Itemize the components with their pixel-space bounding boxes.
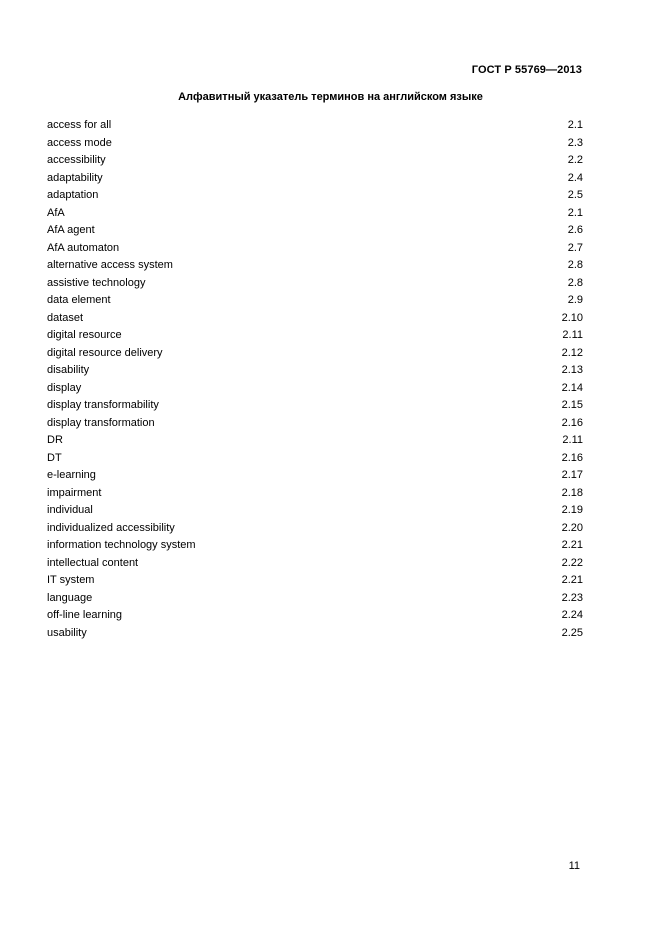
index-reference: 2.14 — [561, 381, 583, 394]
index-reference: 2.12 — [561, 346, 583, 359]
index-entry — [47, 450, 583, 468]
index-reference: 2.5 — [567, 189, 583, 201]
index-entry — [47, 397, 583, 415]
index-entry — [47, 415, 583, 433]
index-reference: 2.1 — [567, 206, 583, 219]
index-term: display transformability — [47, 399, 159, 411]
index-term: AfA — [47, 206, 65, 219]
index-entry — [47, 292, 583, 310]
index-term: individualized accessibility — [47, 521, 175, 534]
index-entry — [47, 117, 583, 135]
index-entry — [47, 222, 583, 240]
index-entry — [47, 555, 583, 573]
index-term: e-learning — [47, 469, 96, 481]
index-term: impairment — [47, 486, 102, 499]
index-entry — [47, 520, 583, 538]
index-entry — [47, 572, 583, 590]
index-entry — [47, 625, 583, 643]
index-title: Алфавитный указатель терминов на английском языке — [178, 91, 483, 103]
index-entry — [47, 432, 583, 450]
index-reference: 2.24 — [561, 609, 583, 621]
index-entry — [47, 537, 583, 555]
index-entry — [47, 152, 583, 170]
index-entry — [47, 380, 583, 398]
index-term: DR — [47, 434, 63, 446]
index-entry — [47, 590, 583, 608]
index-reference: 2.11 — [562, 329, 583, 341]
index-entry — [47, 362, 583, 380]
index-reference: 2.16 — [561, 451, 583, 464]
index-term: AfA agent — [47, 224, 95, 236]
index-term: dataset — [47, 311, 84, 324]
index-entry — [47, 187, 583, 205]
index-reference: 2.8 — [567, 276, 583, 289]
index-entry — [47, 240, 583, 258]
index-reference: 2.18 — [561, 486, 583, 499]
index-term: data element — [47, 294, 111, 306]
index-term: DT — [47, 451, 62, 464]
index-reference: 2.23 — [561, 591, 583, 604]
index-reference: 2.20 — [561, 521, 583, 534]
index-entry — [47, 485, 583, 503]
index-term: adaptation — [47, 189, 99, 201]
index-term: AfA automaton — [47, 241, 120, 254]
term-index-list — [47, 117, 583, 642]
index-entry — [47, 170, 583, 188]
index-term: individual — [47, 504, 93, 516]
index-term: digital resource delivery — [47, 346, 163, 359]
index-reference: 2.15 — [561, 399, 583, 411]
index-term: intellectual content — [47, 556, 139, 569]
index-entry — [47, 467, 583, 485]
index-entry — [47, 310, 583, 328]
index-entry — [47, 135, 583, 153]
index-term: alternative access system — [47, 259, 173, 271]
index-term: access mode — [47, 136, 112, 149]
document-code: ГОСТ Р 55769—2013 — [471, 64, 582, 76]
index-reference: 2.21 — [561, 574, 583, 586]
index-reference: 2.9 — [567, 294, 583, 306]
index-term: information technology system — [47, 539, 196, 551]
index-reference: 2.16 — [561, 416, 583, 429]
index-term: off-line learning — [47, 609, 123, 621]
index-reference: 2.22 — [561, 556, 583, 569]
index-term: display — [47, 381, 82, 394]
page-number: 11 — [568, 860, 580, 872]
index-term: adaptability — [47, 171, 103, 184]
index-reference: 2.19 — [561, 504, 583, 516]
index-reference: 2.4 — [567, 171, 583, 184]
index-entry — [47, 607, 583, 625]
index-term: digital resource — [47, 329, 122, 341]
index-reference: 2.13 — [561, 364, 583, 376]
index-reference: 2.2 — [567, 154, 583, 166]
index-reference: 2.7 — [567, 241, 583, 254]
index-reference: 2.1 — [567, 119, 583, 131]
index-reference: 2.11 — [562, 434, 583, 446]
index-term: accessibility — [47, 154, 106, 166]
index-entry — [47, 345, 583, 363]
index-term: IT system — [47, 574, 95, 586]
index-reference: 2.10 — [561, 311, 583, 324]
index-entry — [47, 327, 583, 345]
index-entry — [47, 502, 583, 520]
index-term: display transformation — [47, 416, 155, 429]
index-reference: 2.8 — [567, 259, 583, 271]
index-entry — [47, 275, 583, 293]
index-term: language — [47, 591, 93, 604]
index-reference: 2.3 — [567, 136, 583, 149]
index-term: access for all — [47, 119, 112, 131]
index-term: usability — [47, 626, 87, 639]
index-entry — [47, 257, 583, 275]
index-reference: 2.17 — [561, 469, 583, 481]
index-reference: 2.6 — [567, 224, 583, 236]
index-reference: 2.21 — [561, 539, 583, 551]
index-term: disability — [47, 364, 90, 376]
index-term: assistive technology — [47, 276, 146, 289]
index-entry — [47, 205, 583, 223]
index-reference: 2.25 — [561, 626, 583, 639]
